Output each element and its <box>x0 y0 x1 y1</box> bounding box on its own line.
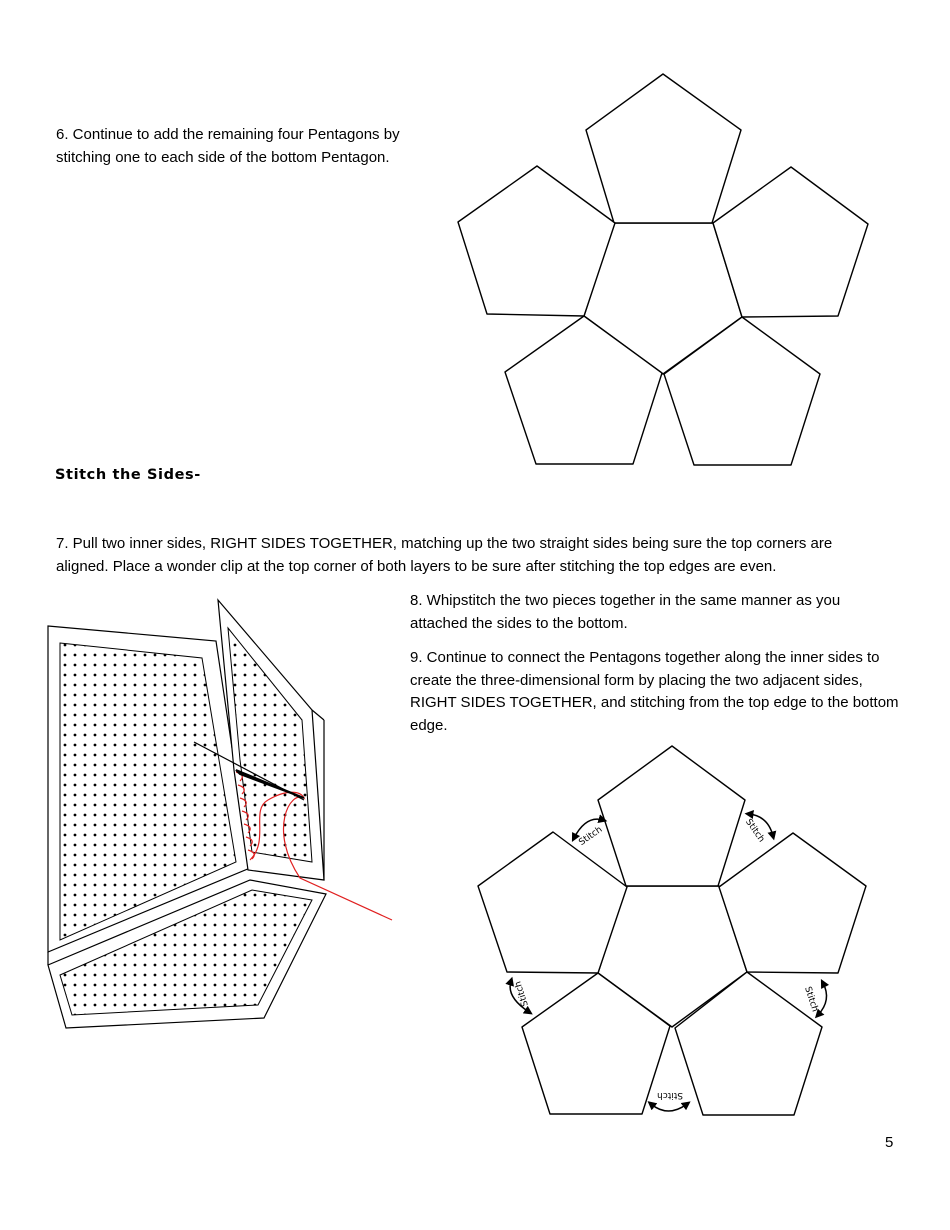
stitch-arrow-icon <box>651 1104 687 1111</box>
section-heading: Stitch the Sides- <box>55 467 201 483</box>
step-7-text: 7. Pull two inner sides, RIGHT SIDES TOGETHER, matching up the two straight sides being sure the top corners are aligned. Place a wonder clip at the top corner of both layers to be sure after stitching the top edges are even. <box>56 535 833 575</box>
step-8-text: 8. Whipstitch the two pieces together in the same manner as you attached the sides to the bottom. <box>410 592 841 632</box>
upper-right-pentagon-2 <box>719 833 866 973</box>
top-pentagon-2 <box>598 746 745 886</box>
stitch-label: Stitch <box>743 817 767 845</box>
page-number: 5 <box>885 1134 894 1151</box>
stitch-label: Stitch <box>657 1090 683 1100</box>
stitch-label: Stitch <box>577 824 605 848</box>
upper-left-pentagon-2 <box>478 832 627 973</box>
stitch-label: Stitch <box>513 979 531 1008</box>
step-9-text: 9. Continue to connect the Pentagons together along the inner sides to create the three-dimensional form by placing the two adjacent sides, RIGHT SIDES TOGETHER, and stitching from the top edge to the bottom edge. <box>410 649 899 734</box>
stitch-label: Stitch <box>802 985 820 1014</box>
step-6-text: 6. Continue to add the remaining four Pentagons by stitching one to each side of the bottom Pentagon. <box>56 126 400 166</box>
